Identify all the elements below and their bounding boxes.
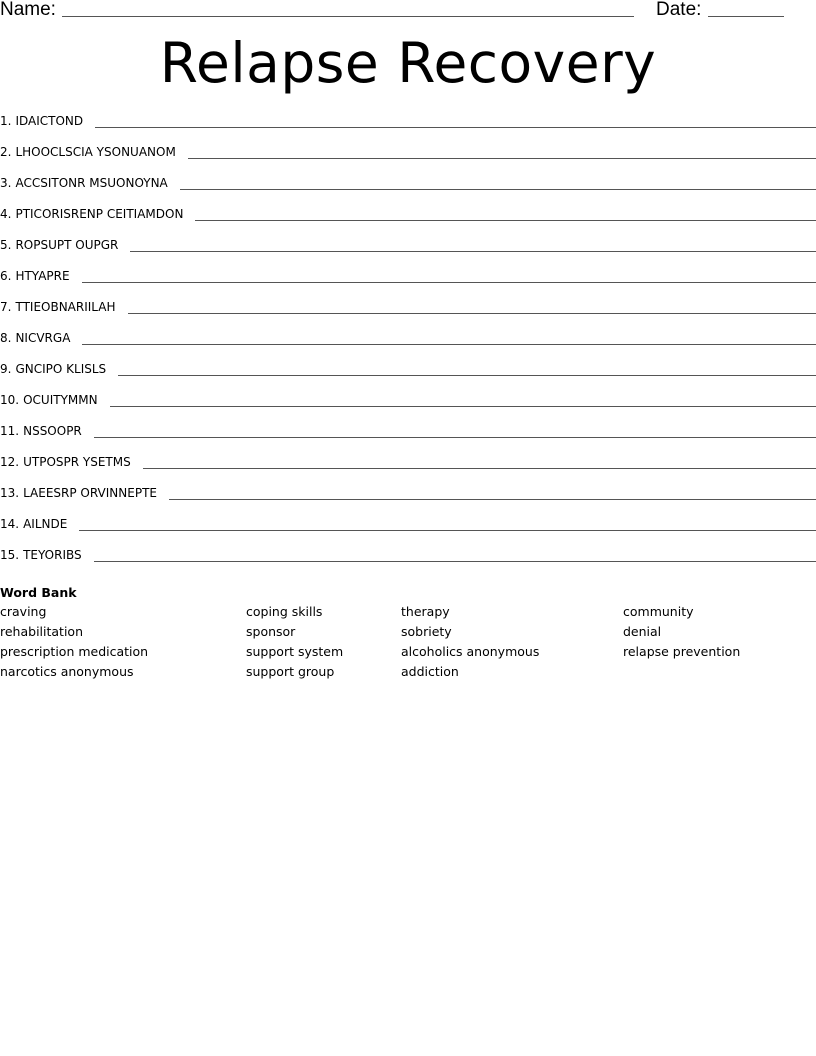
scrambled-word: NICVRGA: [15, 331, 71, 345]
answer-line[interactable]: [143, 468, 816, 469]
question-number: 11.: [0, 424, 20, 438]
question-number: 13.: [0, 486, 20, 500]
scrambled-word: OCUITYMMN: [23, 393, 98, 407]
word-bank-item: narcotics anonymous: [0, 664, 134, 679]
question-row: [0, 235, 816, 266]
scrambled-word: ACCSITONR MSUONOYNA: [15, 176, 168, 190]
word-bank-item: community: [623, 604, 694, 619]
answer-line[interactable]: [128, 313, 816, 314]
question-row: [0, 421, 816, 452]
scrambled-word: HTYAPRE: [15, 269, 70, 283]
question-number: 6.: [0, 269, 12, 283]
scrambled-word: AILNDE: [23, 517, 68, 531]
scrambled-word: LHOOCLSCIA YSONUANOM: [15, 145, 176, 159]
answer-line[interactable]: [118, 375, 816, 376]
answer-line[interactable]: [95, 127, 816, 128]
worksheet-header: [0, 0, 816, 24]
word-bank-item: rehabilitation: [0, 624, 83, 639]
question-number: 15.: [0, 548, 20, 562]
word-bank-item: addiction: [401, 664, 459, 679]
question-number: 14.: [0, 517, 20, 531]
word-bank-item: sobriety: [401, 624, 452, 639]
question-row: [0, 266, 816, 297]
question-row: [0, 452, 816, 483]
word-bank-item: prescription medication: [0, 644, 149, 659]
answer-line[interactable]: [195, 220, 816, 221]
answer-line[interactable]: [79, 530, 816, 531]
page-title: Relapse Recovery: [159, 31, 657, 95]
question-row: [0, 204, 816, 235]
word-bank-item: therapy: [401, 604, 450, 619]
word-bank-item: support group: [246, 664, 335, 679]
word-bank-item: alcoholics anonymous: [401, 644, 540, 659]
name-field[interactable]: [62, 16, 634, 17]
answer-line[interactable]: [188, 158, 816, 159]
answer-line[interactable]: [110, 406, 816, 407]
answer-line[interactable]: [130, 251, 816, 252]
word-bank-item: sponsor: [246, 624, 296, 639]
answer-line[interactable]: [94, 561, 816, 562]
answer-line[interactable]: [82, 344, 816, 345]
question-row: [0, 142, 816, 173]
word-bank-item: relapse prevention: [623, 644, 741, 659]
question-number: 3.: [0, 176, 12, 190]
answer-line[interactable]: [169, 499, 816, 500]
scrambled-word: LAEESRP ORVINNEPTE: [23, 486, 157, 500]
question-number: 2.: [0, 145, 12, 159]
question-number: 12.: [0, 455, 20, 469]
question-row: [0, 545, 816, 576]
question-number: 8.: [0, 331, 12, 345]
word-bank: [0, 584, 816, 682]
scrambled-word: NSSOOPR: [23, 424, 82, 438]
word-bank-item: support system: [246, 644, 344, 659]
scrambled-word: UTPOSPR YSETMS: [23, 455, 131, 469]
scrambled-word: ROPSUPT OUPGR: [15, 238, 119, 252]
answer-line[interactable]: [82, 282, 816, 283]
question-row: [0, 297, 816, 328]
question-number: 4.: [0, 207, 12, 221]
question-row: [0, 359, 816, 390]
word-bank-item: coping skills: [246, 604, 323, 619]
date-field[interactable]: [708, 16, 784, 17]
date-label: Date:: [656, 0, 702, 20]
scrambled-word: TTIEOBNARIILAH: [15, 300, 116, 314]
question-row: [0, 173, 816, 204]
answer-line[interactable]: [94, 437, 816, 438]
question-row: [0, 328, 816, 359]
scrambled-word: TEYORIBS: [23, 548, 82, 562]
scrambled-word: PTICORISRENP CEITIAMDON: [15, 207, 184, 221]
answer-line[interactable]: [180, 189, 816, 190]
scrambled-word: GNCIPO KLISLS: [15, 362, 107, 376]
question-row: [0, 514, 816, 545]
question-number: 1.: [0, 114, 12, 128]
question-row: [0, 390, 816, 421]
question-row: [0, 111, 816, 142]
scrambled-word: IDAICTOND: [15, 114, 84, 128]
question-row: [0, 483, 816, 514]
question-number: 9.: [0, 362, 12, 376]
question-number: 10.: [0, 393, 20, 407]
question-number: 7.: [0, 300, 12, 314]
word-bank-grid: [0, 602, 816, 682]
name-label: Name:: [0, 0, 56, 20]
word-bank-title: Word Bank: [0, 585, 77, 600]
word-bank-item: denial: [623, 624, 662, 639]
question-number: 5.: [0, 238, 12, 252]
question-list: [0, 111, 816, 576]
word-bank-item: craving: [0, 604, 47, 619]
